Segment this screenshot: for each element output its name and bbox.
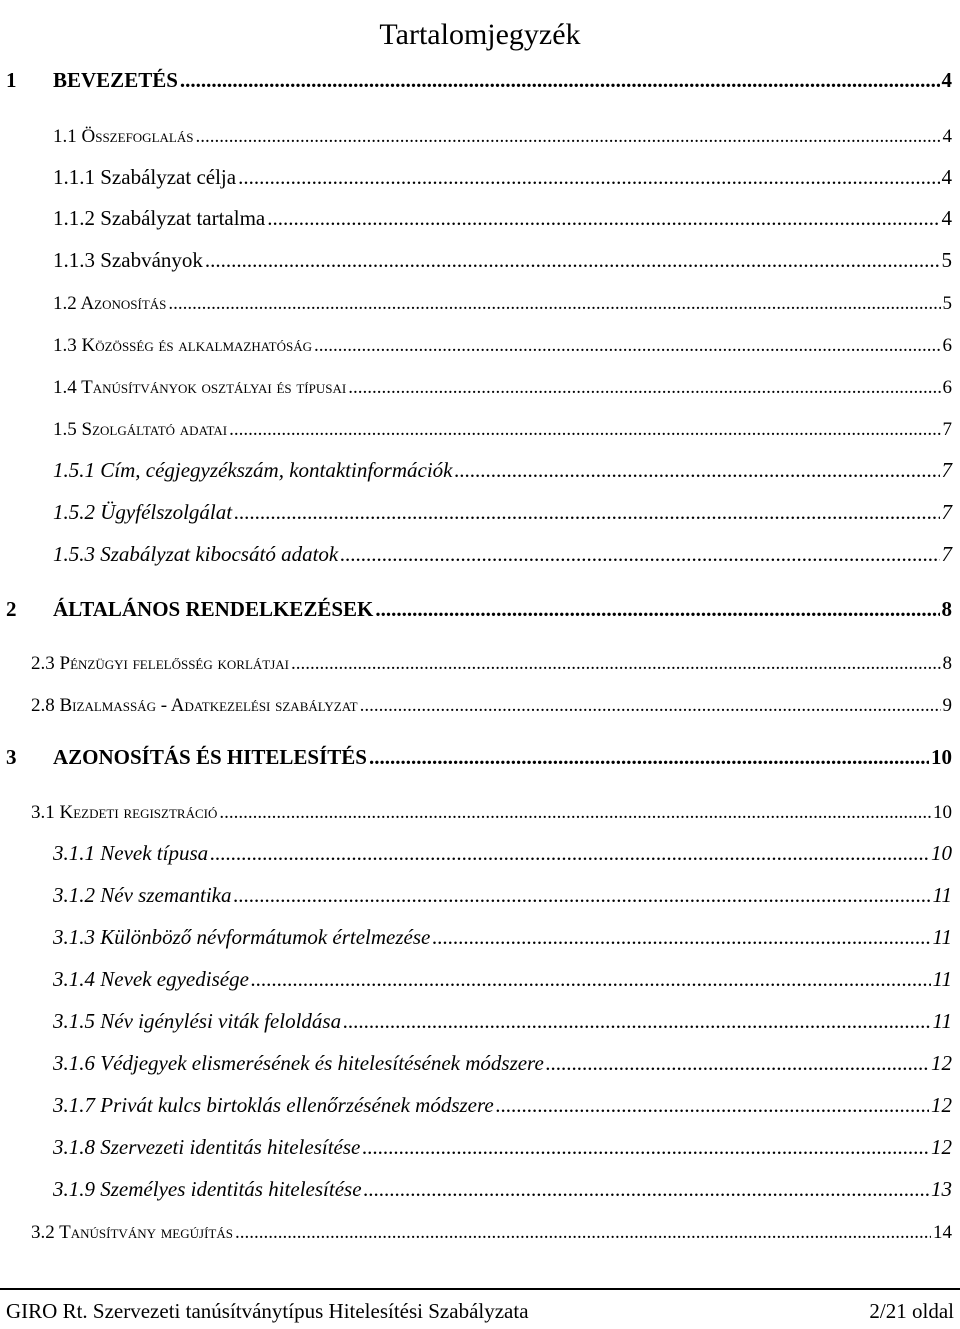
toc-dot-leader bbox=[348, 380, 940, 399]
toc-dot-leader bbox=[219, 805, 931, 824]
page-footer bbox=[6, 1296, 954, 1326]
toc-entry[interactable] bbox=[6, 592, 952, 622]
toc-entry-page: 11 bbox=[932, 883, 952, 907]
toc-entry-page: 11 bbox=[932, 925, 952, 949]
toc-dot-leader bbox=[168, 296, 940, 315]
toc-entry-title: 1.1.3 Szabványok bbox=[53, 248, 203, 272]
toc-entry-title: 3.1.1 Nevek típusa bbox=[53, 841, 209, 865]
toc-entry-page: 12 bbox=[931, 1051, 952, 1075]
toc-entry-title: 1.1.1 Szabályzat célja bbox=[53, 165, 237, 189]
toc-entry[interactable] bbox=[53, 1130, 952, 1160]
toc-entry-title: 1.4 Tanúsítványok osztályai és típusai bbox=[53, 377, 347, 398]
toc-entry-page: 14 bbox=[933, 1222, 952, 1243]
toc-entry-title: BEVEZETÉS bbox=[53, 68, 178, 92]
toc-entry-page: 4 bbox=[941, 206, 952, 230]
toc-dot-leader bbox=[496, 1097, 929, 1118]
toc-dot-leader bbox=[314, 338, 940, 357]
toc-entry-page: 4 bbox=[941, 165, 952, 189]
toc-entry-number: 1 bbox=[6, 68, 17, 92]
toc-entry-page: 7 bbox=[941, 500, 952, 524]
toc-entry-title: 2.3 Pénzügyi felelősség korlátjai bbox=[31, 653, 289, 674]
toc-dot-leader bbox=[238, 169, 939, 190]
toc-entry-page: 7 bbox=[941, 542, 952, 566]
toc-entry[interactable] bbox=[31, 645, 952, 675]
toc-dot-leader bbox=[180, 72, 940, 93]
toc-entry-title: 3.1.4 Nevek egyedisége bbox=[53, 967, 249, 991]
toc-entry-page: 6 bbox=[942, 335, 952, 356]
toc-entry-title: 3.1.9 Személyes identitás hitelesítése bbox=[53, 1177, 362, 1201]
toc-dot-leader bbox=[369, 749, 929, 770]
footer-divider bbox=[0, 1288, 960, 1290]
toc-entry-page: 11 bbox=[932, 967, 952, 991]
toc-dot-leader bbox=[360, 698, 941, 717]
toc-dot-leader bbox=[210, 845, 929, 866]
toc-entry[interactable] bbox=[53, 160, 952, 190]
toc-entry-title: 3.1.5 Név igénylési viták feloldása bbox=[53, 1009, 342, 1033]
toc-entry-page: 8 bbox=[941, 597, 952, 621]
toc-entry-number: 3 bbox=[6, 745, 17, 769]
toc-dot-leader bbox=[235, 1225, 931, 1244]
toc-dot-leader bbox=[343, 1013, 930, 1034]
toc-entry[interactable] bbox=[53, 327, 952, 357]
toc-entry-page: 6 bbox=[942, 377, 952, 398]
toc-entry[interactable] bbox=[53, 201, 952, 231]
toc-entry-title: 3.1.2 Név szemantika bbox=[53, 883, 232, 907]
toc-dot-leader bbox=[251, 971, 931, 992]
toc-dot-leader bbox=[455, 462, 940, 483]
toc-dot-leader bbox=[233, 887, 930, 908]
toc-entry-title: AZONOSÍTÁS ÉS HITELESÍTÉS bbox=[53, 745, 367, 769]
toc-entry-title: 1.5.1 Cím, cégjegyzékszám, kontaktinformációk bbox=[53, 458, 453, 482]
toc-entry[interactable] bbox=[53, 537, 952, 567]
toc-entry[interactable] bbox=[53, 495, 952, 525]
toc-entry-page: 13 bbox=[931, 1177, 952, 1201]
toc-entry-page: 5 bbox=[941, 248, 952, 272]
toc-entry[interactable] bbox=[53, 962, 952, 992]
toc-dot-leader bbox=[364, 1181, 929, 1202]
toc-entry-page: 10 bbox=[931, 745, 952, 769]
footer-page-number: 2/21 oldal bbox=[869, 1298, 954, 1323]
toc-entry[interactable] bbox=[53, 1004, 952, 1034]
page-title: Tartalomjegyzék bbox=[379, 18, 581, 52]
toc-entry-title: 1.5.3 Szabályzat kibocsátó adatok bbox=[53, 542, 339, 566]
toc-entry-page: 7 bbox=[942, 419, 952, 440]
toc-entry-number: 2 bbox=[6, 597, 17, 621]
toc-dot-leader bbox=[546, 1055, 929, 1076]
toc-entry-title: 3.2 Tanúsítvány megújítás bbox=[31, 1222, 233, 1243]
toc-entry-page: 10 bbox=[931, 841, 952, 865]
toc-dot-leader bbox=[362, 1139, 929, 1160]
toc-entry-title: 3.1.3 Különböző névformátumok értelmezése bbox=[53, 925, 431, 949]
toc-entry[interactable] bbox=[53, 878, 952, 908]
toc-entry-title: 3.1.8 Szervezeti identitás hitelesítése bbox=[53, 1135, 361, 1159]
toc-entry-title: 1.5 Szolgáltató adatai bbox=[53, 419, 228, 440]
toc-entry[interactable] bbox=[53, 369, 952, 399]
toc-dot-leader bbox=[195, 129, 940, 148]
toc-entry-title: 3.1.6 Védjegyek elismerésének és hitelesítésének módszere bbox=[53, 1051, 544, 1075]
toc-entry-page: 7 bbox=[941, 458, 952, 482]
toc-entry-title: ÁLTALÁNOS RENDELKEZÉSEK bbox=[53, 597, 374, 621]
toc-entry-page: 12 bbox=[931, 1093, 952, 1117]
toc-entry[interactable] bbox=[53, 1088, 952, 1118]
toc-entry[interactable] bbox=[6, 63, 952, 93]
toc-entry-page: 4 bbox=[942, 126, 952, 147]
toc-entry-title: 2.8 Bizalmasság - Adatkezelési szabályzat bbox=[31, 695, 358, 716]
toc-entry-page: 8 bbox=[942, 653, 952, 674]
toc-entry-page: 11 bbox=[932, 1009, 952, 1033]
toc-entry-title: 3.1.7 Privát kulcs birtoklás ellenőrzésének módszere bbox=[53, 1093, 494, 1117]
toc-entry[interactable] bbox=[53, 243, 952, 273]
toc-entry[interactable] bbox=[53, 118, 952, 148]
toc-entry-page: 9 bbox=[942, 695, 952, 716]
toc-entry-title: 1.1.2 Szabályzat tartalma bbox=[53, 206, 266, 230]
toc-entry[interactable] bbox=[53, 920, 952, 950]
toc-entry[interactable] bbox=[53, 411, 952, 441]
toc-entry-page: 4 bbox=[941, 68, 952, 92]
footer-document-title: GIRO Rt. Szervezeti tanúsítványtípus Hitelesítési Szabályzata bbox=[6, 1298, 529, 1323]
toc-entry-title: 1.3 Közösség és alkalmazhatóság bbox=[53, 335, 313, 356]
toc-dot-leader bbox=[234, 504, 939, 525]
toc-entry-title: 3.1 Kezdeti regisztráció bbox=[31, 802, 218, 823]
toc-entry[interactable] bbox=[53, 836, 952, 866]
toc-entry[interactable] bbox=[53, 453, 952, 483]
toc-entry[interactable] bbox=[31, 1214, 952, 1244]
toc-entry-page: 5 bbox=[942, 293, 952, 314]
toc-dot-leader bbox=[291, 656, 941, 675]
toc-entry-page: 10 bbox=[933, 802, 952, 823]
toc-entry-title: 1.1 Összefoglalás bbox=[53, 126, 194, 147]
toc-entry[interactable] bbox=[53, 1046, 952, 1076]
toc-entry[interactable] bbox=[31, 794, 952, 824]
toc-entry-title: 1.5.2 Ügyfélszolgálat bbox=[53, 500, 233, 524]
toc-dot-leader bbox=[205, 252, 940, 273]
toc-entry-page: 12 bbox=[931, 1135, 952, 1159]
toc-entry-title: 1.2 Azonosítás bbox=[53, 293, 167, 314]
toc-entry[interactable] bbox=[31, 687, 952, 717]
toc-dot-leader bbox=[267, 210, 939, 231]
toc-dot-leader bbox=[375, 601, 939, 622]
toc-dot-leader bbox=[432, 929, 930, 950]
toc-dot-leader bbox=[229, 422, 940, 441]
toc-dot-leader bbox=[340, 546, 939, 567]
toc-entry[interactable] bbox=[53, 285, 952, 315]
toc-entry[interactable] bbox=[6, 740, 952, 770]
toc-entry[interactable] bbox=[53, 1172, 952, 1202]
